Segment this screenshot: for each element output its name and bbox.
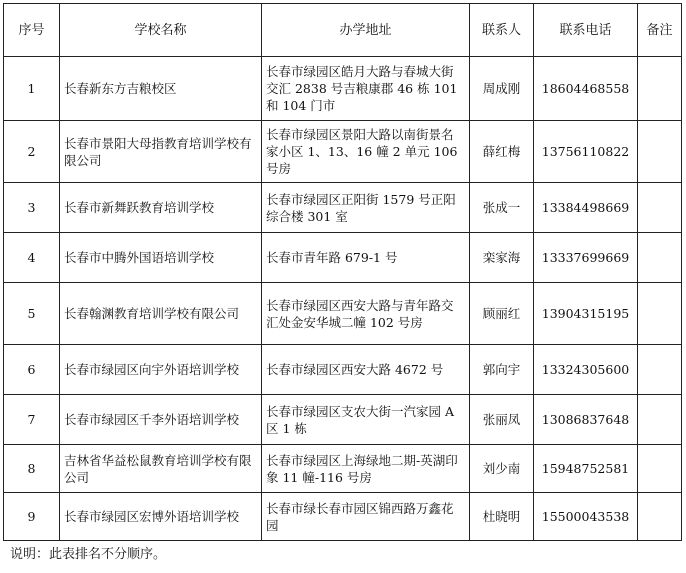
cell-name: 吉林省华益松鼠教育培训学校有限公司 (60, 445, 262, 493)
cell-address: 长春市绿园区皓月大路与春城大街交汇 2838 号吉粮康郡 46 栋 101 和 104 门市 (262, 57, 470, 121)
cell-phone: 13384498669 (534, 183, 638, 233)
cell-contact: 栾家海 (470, 233, 534, 283)
cell-address: 长春市绿园区支农大街一汽家园 A 区 1 栋 (262, 395, 470, 445)
cell-address: 长春市绿园区西安大路与青年路交汇处金安华城二幢 102 号房 (262, 283, 470, 345)
table-row (4, 233, 682, 283)
cell-remark (638, 121, 682, 183)
table-note: 说明：此表排名不分顺序。 (10, 547, 167, 562)
cell-remark (638, 445, 682, 493)
cell-no: 1 (4, 57, 60, 121)
header-phone: 联系电话 (534, 4, 638, 57)
cell-no: 5 (4, 283, 60, 345)
cell-address: 长春市绿园区景阳大路以南街景名家小区 1、13、16 幢 2 单元 106 号房 (262, 121, 470, 183)
cell-remark (638, 345, 682, 395)
cell-name: 长春新东方吉粮校区 (60, 57, 262, 121)
cell-contact: 郭向宇 (470, 345, 534, 395)
header-name: 学校名称 (60, 4, 262, 57)
cell-address: 长春市绿园区西安大路 4672 号 (262, 345, 470, 395)
header-contact: 联系人 (470, 4, 534, 57)
cell-no: 6 (4, 345, 60, 395)
cell-remark (638, 283, 682, 345)
cell-address: 长春市青年路 679-1 号 (262, 233, 470, 283)
cell-name: 长春市绿园区千李外语培训学校 (60, 395, 262, 445)
cell-name: 长春市中腾外国语培训学校 (60, 233, 262, 283)
cell-no: 4 (4, 233, 60, 283)
header-remark: 备注 (638, 4, 682, 57)
cell-remark (638, 233, 682, 283)
cell-name: 长春市景阳大母指教育培训学校有限公司 (60, 121, 262, 183)
cell-no: 7 (4, 395, 60, 445)
table-row (4, 57, 682, 121)
table-row (4, 121, 682, 183)
cell-contact: 张成一 (470, 183, 534, 233)
cell-name: 长春翰渊教育培训学校有限公司 (60, 283, 262, 345)
cell-remark (638, 57, 682, 121)
cell-address: 长春市绿园区上海绿地二期-英湖印象 11 幢-116 号房 (262, 445, 470, 493)
table-row (4, 493, 682, 541)
cell-phone: 13324305600 (534, 345, 638, 395)
cell-contact: 张丽凤 (470, 395, 534, 445)
cell-name: 长春市新舞跃教育培训学校 (60, 183, 262, 233)
cell-remark (638, 183, 682, 233)
schools-table (3, 3, 682, 541)
cell-remark (638, 395, 682, 445)
cell-name: 长春市绿园区向宇外语培训学校 (60, 345, 262, 395)
cell-contact: 杜晓明 (470, 493, 534, 541)
table-row (4, 395, 682, 445)
cell-name: 长春市绿园区宏博外语培训学校 (60, 493, 262, 541)
cell-phone: 18604468558 (534, 57, 638, 121)
cell-phone: 13904315195 (534, 283, 638, 345)
table-row (4, 183, 682, 233)
cell-address: 长春市绿园区正阳街 1579 号正阳综合楼 301 室 (262, 183, 470, 233)
cell-phone: 13337699669 (534, 233, 638, 283)
cell-address: 长春市绿长春市园区锦西路万鑫花园 (262, 493, 470, 541)
cell-no: 3 (4, 183, 60, 233)
cell-contact: 薛红梅 (470, 121, 534, 183)
cell-remark (638, 493, 682, 541)
header-row (4, 4, 682, 57)
cell-phone: 13756110822 (534, 121, 638, 183)
table-row (4, 445, 682, 493)
table-row (4, 283, 682, 345)
cell-contact: 周成刚 (470, 57, 534, 121)
cell-no: 9 (4, 493, 60, 541)
cell-phone: 15948752581 (534, 445, 638, 493)
header-address: 办学地址 (262, 4, 470, 57)
table-row (4, 345, 682, 395)
cell-phone: 13086837648 (534, 395, 638, 445)
cell-phone: 15500043538 (534, 493, 638, 541)
cell-contact: 刘少南 (470, 445, 534, 493)
cell-no: 8 (4, 445, 60, 493)
cell-contact: 顾丽红 (470, 283, 534, 345)
header-no: 序号 (4, 4, 60, 57)
cell-no: 2 (4, 121, 60, 183)
